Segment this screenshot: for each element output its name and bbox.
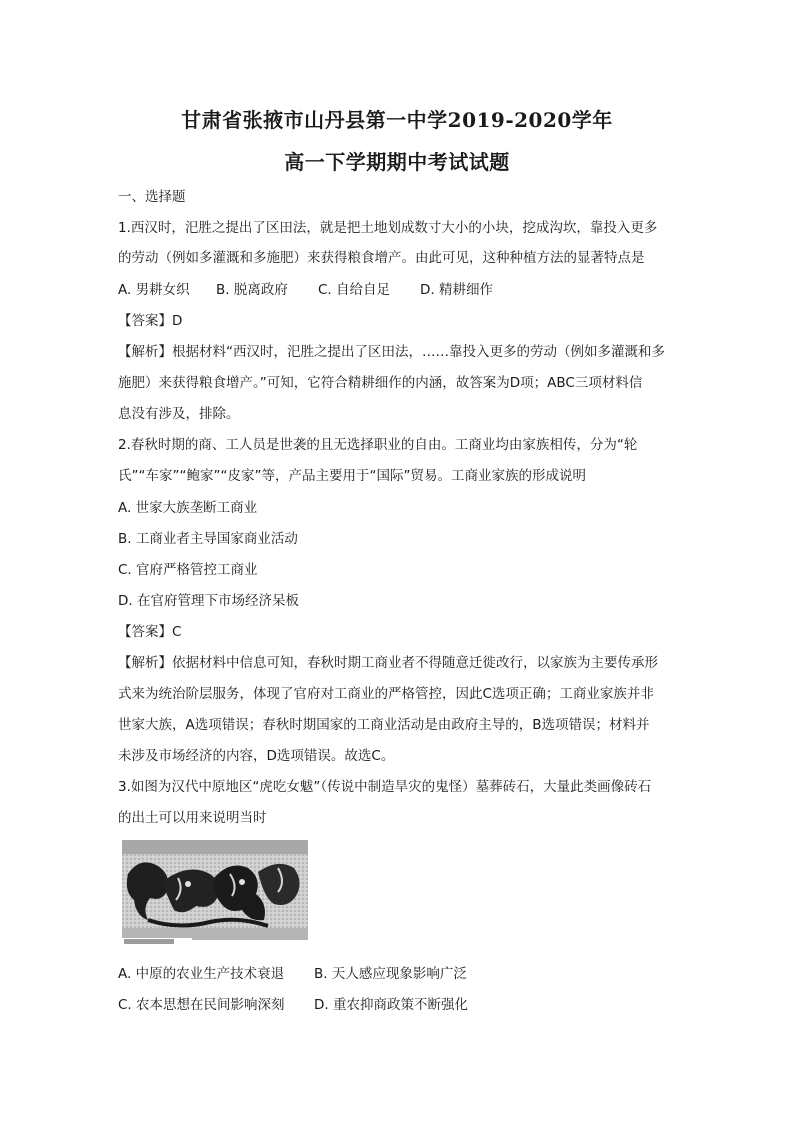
q1-options: [118, 280, 680, 300]
q2-explanation-line4: 未涉及市场经济的内容，D选项错误。故选C。: [118, 748, 395, 764]
q1-explanation-line1: 【解析】根据材料“西汉时，汜胜之提出了区田法，……靠投入更多的劳动（例如多灌溉和多: [118, 344, 665, 360]
q1-answer: 【答案】D: [118, 313, 183, 329]
q3-option-c: C. 农本思想在民间影响深刻: [118, 997, 285, 1013]
section-heading: 一、选择题: [118, 189, 186, 205]
q2-explanation-line1: 【解析】依据材料中信息可知，春秋时期工商业者不得随意迁徙改行，以家族为主要传承形: [118, 655, 658, 671]
q3-option-d: D. 重农抑商政策不断强化: [314, 997, 468, 1013]
q1-explanation-line3: 息没有涉及，排除。: [118, 406, 240, 422]
q1-option-c: C. 自给自足: [318, 282, 391, 298]
q2-option-c: C. 官府严格管控工商业: [118, 562, 258, 578]
q1-stem-line2: 的劳动（例如多灌溉和多施肥）来获得粮食增产。由此可见，这种种植方法的显著特点是: [118, 250, 645, 266]
q1-explanation-line2: 施肥）来获得粮食增产。”可知，它符合精耕细作的内涵，故答案为D项；ABC三项材料信: [118, 375, 643, 391]
q2-answer: 【答案】C: [118, 624, 182, 640]
q2-stem-line2: 氏”“车家”“鲍家”“皮家”等，产品主要用于“国际”贸易。工商业家族的形成说明: [118, 468, 586, 484]
q3-option-a: A. 中原的农业生产技术衰退: [118, 966, 285, 982]
q2-option-b: B. 工商业者主导国家商业活动: [118, 531, 298, 547]
q1-option-a: A. 男耕女织: [118, 282, 190, 298]
q2-stem-line1: 2.春秋时期的商、工人员是世袭的且无选择职业的自由。工商业均由家族相传，分为“轮: [118, 437, 638, 453]
doc-title-line1: 甘肃省张掖市山丹县第一中学2019-2020学年: [181, 108, 613, 132]
q3-option-b: B. 天人感应现象影响广泛: [314, 966, 467, 982]
q2-explanation-line2: 式来为统治阶层服务，体现了官府对工商业的严格管控，因此C选项正确；工商业家族并非: [118, 686, 654, 702]
q3-stem-line2: 的出土可以用来说明当时: [118, 810, 267, 826]
tomb-brick-rubbing-image: [118, 838, 310, 948]
q2-explanation-line3: 世家大族，A选项错误；春秋时期国家的工商业活动是由政府主导的，B选项错误；材料并: [118, 717, 650, 733]
q1-stem-line1: 1.西汉时，汜胜之提出了区田法，就是把土地划成数寸大小的小块，挖成沟坎，靠投入更多: [118, 220, 658, 236]
doc-title-line2: 高一下学期期中考试试题: [284, 150, 510, 174]
q3-options-row2: [118, 995, 680, 1015]
q3-stem-line1: 3.如图为汉代中原地区“虎吃女魃”（传说中制造旱灾的鬼怪）墓葬砖石，大量此类画像砖石: [118, 779, 652, 795]
q1-option-d: D. 精耕细作: [420, 282, 493, 298]
q2-option-a: A. 世家大族垄断工商业: [118, 500, 258, 516]
q1-option-b: B. 脱离政府: [216, 282, 288, 298]
q3-options-row1: [118, 964, 680, 984]
q2-option-d: D. 在官府管理下市场经济呆板: [118, 593, 299, 609]
